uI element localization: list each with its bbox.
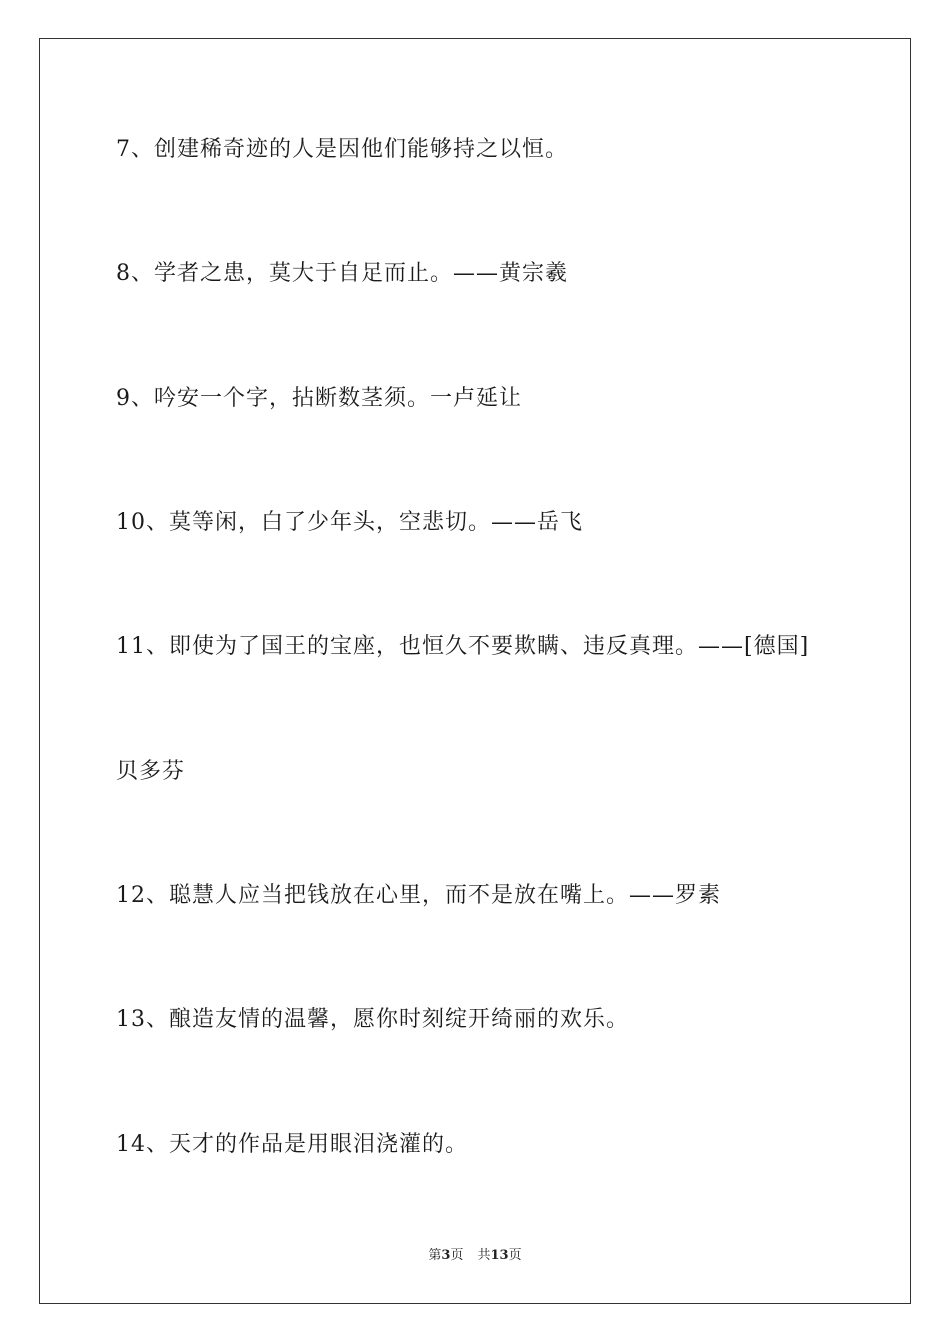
total-suffix: 页 xyxy=(508,1248,522,1263)
current-page-number: 3 xyxy=(441,1248,451,1263)
quote-line-10: 10、莫等闲，白了少年头，空悲切。——岳飞 xyxy=(116,510,583,535)
page-prefix: 第 xyxy=(428,1248,442,1263)
total-page-count: 13 xyxy=(490,1248,509,1263)
quote-line-12: 12、聪慧人应当把钱放在心里，而不是放在嘴上。——罗素 xyxy=(116,883,721,908)
quote-line-11-continued: 贝多芬 xyxy=(116,759,186,784)
total-prefix: 共 xyxy=(477,1248,491,1263)
quote-line-11: 11、即使为了国王的宝座，也恒久不要欺瞒、违反真理。——[德国] xyxy=(116,634,810,659)
page-footer xyxy=(0,1248,950,1264)
quote-line-13: 13、酿造友情的温馨，愿你时刻绽开绮丽的欢乐。 xyxy=(116,1007,629,1032)
quote-line-7: 7、创建稀奇迹的人是因他们能够持之以恒。 xyxy=(116,137,568,162)
quote-line-8: 8、学者之患，莫大于自足而止。——黄宗羲 xyxy=(116,261,568,286)
quote-line-14: 14、天才的作品是用眼泪浇灌的。 xyxy=(116,1132,468,1157)
page-suffix: 页 xyxy=(450,1248,464,1263)
quote-line-9: 9、吟安一个字，拈断数茎须。一卢延让 xyxy=(116,386,522,411)
page-border xyxy=(39,38,911,1304)
